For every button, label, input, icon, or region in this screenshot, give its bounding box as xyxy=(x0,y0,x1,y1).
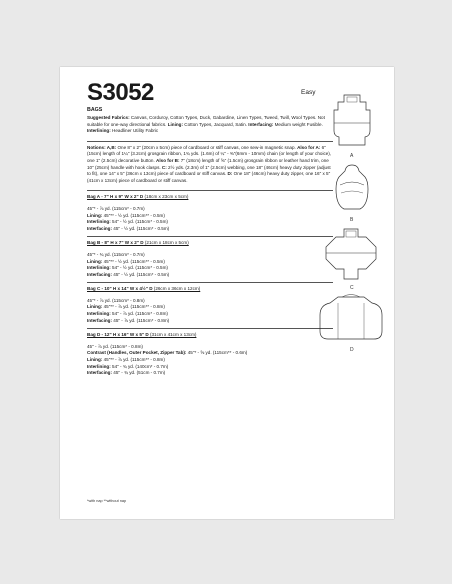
yardage-value: 45" - ½ yd. (115cm* - 0.5m) xyxy=(112,271,170,277)
divider xyxy=(87,236,333,237)
yardage-value: 45"* - ⅝ yd. (115cm** - 0.6m) xyxy=(186,350,248,356)
bag-a-outline-icon xyxy=(330,93,374,149)
pattern-number: S3052 xyxy=(87,79,154,106)
notions-label: Notions: A,B: xyxy=(87,144,117,150)
section-title xyxy=(87,332,333,339)
yardage-label: Interlining: xyxy=(87,311,111,317)
yardage-value: 45"* - ¾ yd. (115cm* - 0.7m) xyxy=(87,251,145,257)
section-title-metric: (26cm x 36cm x 12cm) xyxy=(152,286,201,292)
yardage-label: Interlining: xyxy=(87,265,111,271)
yardage-value: 45"** - ½ yd. (115cm** - 0.5m) xyxy=(102,258,165,264)
notions-a-text: 6" (15cm) length of 1¼" (3.2cm) grosgrain ribbon, 1¾ yds. (1.6m) of ¼" - ⅜"(6mm - 10mm) chain (or length of your choice), one 1" (2.5cm) decorative button. xyxy=(87,144,332,163)
yardage-line xyxy=(87,364,333,371)
diagram-label-c: C xyxy=(350,285,354,291)
yardage-line xyxy=(87,298,333,305)
fabrics-interlining-text: Headliner Utility Fabric xyxy=(110,128,159,134)
yardage-label: Interfacing: xyxy=(87,317,113,323)
section-title-text: Bag B - 8" H x 7" W x 2" D xyxy=(87,240,144,246)
yardage-line xyxy=(87,219,333,226)
section-bag-c xyxy=(87,286,333,324)
notions-b-text: 7" (18cm) length of ⅝" (1.5cm) grosgrain ribbon or leather hand trim, one 10" (25cm) handle with hook clasps. xyxy=(87,157,329,170)
yardage-value: 54" - ½ yd. (115cm* - 0.5m) xyxy=(110,219,168,225)
yardage-line xyxy=(87,344,333,351)
yardage-line xyxy=(87,206,333,213)
yardage-value: 54" - ⅞ yd. (115cm* - 0.8m) xyxy=(110,311,168,317)
yardage-line xyxy=(87,357,333,364)
diagram-label-a: A xyxy=(350,153,354,159)
suggested-fabrics xyxy=(87,115,333,135)
section-title-metric: (21cm x 18cm x 5cm) xyxy=(143,240,189,246)
yardage-line xyxy=(87,350,333,357)
yardage-value: 45" - ¾ yd. (51cm - 0.7m) xyxy=(112,370,166,376)
yardage-line xyxy=(87,272,333,279)
fabrics-text: Canvas, Corduroy, Cotton Types, Duck, Gabardine, Linen Types, Tweed, Twill, Wool Types. Not suitable for one-way directional fabrics. xyxy=(87,115,325,127)
yardage-label: Contrast (Handles, Outer Pocket, Zipper Tab): xyxy=(87,350,187,356)
section-bag-d xyxy=(87,332,333,377)
bag-b-outline-icon xyxy=(332,163,372,213)
yardage-value: 45"** - ⅞ yd. (115cm** - 0.8m) xyxy=(102,304,165,310)
section-title-text: Bag A - 7" H x 9" W x 2" D xyxy=(87,194,144,200)
notions-text: One 8" x 2" (20cm x 5cm) piece of cardboard or stiff canvas, one sew-in magnetic snap. xyxy=(116,144,298,150)
yardage-label: Lining: xyxy=(87,258,103,264)
section-title-metric: (31cm x 41cm x 13cm) xyxy=(148,332,197,338)
yardage-lines xyxy=(87,206,333,232)
yardage-lines xyxy=(87,298,333,324)
notions xyxy=(87,145,333,185)
section-bag-b xyxy=(87,240,333,278)
fabrics-interfacing-text: Medium weight Fusible. xyxy=(273,121,323,127)
divider xyxy=(87,328,333,329)
yardage-label: Interfacing: xyxy=(87,225,113,231)
bag-d-outline-icon xyxy=(316,293,386,345)
bag-c-outline-icon xyxy=(322,227,380,283)
yardage-label: Interlining: xyxy=(87,219,111,225)
notions-d-label: D: xyxy=(227,171,233,177)
section-title xyxy=(87,240,333,247)
pattern-details xyxy=(87,115,333,381)
notions-a-label: Also for A: xyxy=(297,144,321,150)
yardage-value: 54" - ¾ yd. (140cm* - 0.7m) xyxy=(110,363,169,369)
yardage-label: Interfacing: xyxy=(87,271,113,277)
notions-b-label: Also for B: xyxy=(156,157,180,163)
section-title xyxy=(87,286,333,293)
section-title xyxy=(87,194,333,201)
yardage-value: 45" - ⅞ yd. (115cm* - 0.8m) xyxy=(112,317,170,323)
section-title-metric: (18cm x 23cm x 5cm) xyxy=(143,194,189,200)
diagram-label-b: B xyxy=(350,217,354,223)
fabrics-label: Suggested Fabrics: xyxy=(87,115,130,120)
section-bag-a xyxy=(87,194,333,232)
yardage-value: 45" - ½ yd. (115cm* - 0.5m) xyxy=(112,225,170,231)
yardage-line xyxy=(87,311,333,318)
bag-diagrams xyxy=(316,77,386,367)
yardage-label: Lining: xyxy=(87,304,103,310)
yardage-label: Lining: xyxy=(87,212,103,218)
fabrics-interlining-label: Interlining: xyxy=(87,128,111,134)
divider xyxy=(87,141,333,142)
yardage-value: 45" - ⅞ yd. (115cm* - 0.8m) xyxy=(87,343,143,349)
yardage-label: Interfacing: xyxy=(87,370,113,376)
yardage-value: 45"* - ⅞ yd. (115cm* - 0.7m) xyxy=(87,205,145,211)
difficulty-level: Easy xyxy=(301,89,316,96)
yardage-value: 45"** - ⅞ yd. (115cm** - 0.8m) xyxy=(102,357,165,363)
notions-d-text: One 18" (46cm) heavy duty zipper, one 16" x 5" (41cm x 13cm) piece of cardboard or stiff canvas. xyxy=(87,171,331,183)
section-title-text: Bag C - 10" H x 14" W x 4½" D xyxy=(87,286,153,292)
diagram-label-d: D xyxy=(350,347,354,353)
yardage-line xyxy=(87,304,333,311)
footnote: *with nap **without nap xyxy=(87,499,127,503)
yardage-value: 54" - ½ yd. (115cm* - 0.5m) xyxy=(110,265,168,271)
yardage-line xyxy=(87,252,333,259)
yardage-label: Lining: xyxy=(87,357,103,363)
notions-c-label: C: xyxy=(161,164,167,170)
yardage-lines xyxy=(87,252,333,278)
yardage-line xyxy=(87,318,333,325)
notions-c-text: 2½ yds. (2.3m) of 1" (2.5cm) webbing, one 18" (46cm) heavy duty zipper (adjust to fit), one 14" x 5" (36cm x 13cm) piece of cardboard or stiff canvas. xyxy=(87,164,331,177)
yardage-label: Interlining: xyxy=(87,363,111,369)
category-heading: BAGS xyxy=(87,107,103,113)
fabrics-lining-text: Cotton Types, Jacquard, Satin. xyxy=(183,121,249,127)
divider xyxy=(87,190,333,191)
fabrics-interfacing-label: Interfacing: xyxy=(248,121,274,127)
yardage-lines xyxy=(87,344,333,377)
yardage-value: 45"* - ⅞ yd. (115cm* - 0.8m) xyxy=(87,297,145,303)
yardage-line xyxy=(87,265,333,272)
yardage-line xyxy=(87,226,333,233)
yardage-value: 45"** - ½ yd. (115cm** - 0.5m) xyxy=(102,212,165,218)
fabrics-lining-label: Lining: xyxy=(167,121,183,127)
pattern-envelope-back xyxy=(60,67,394,519)
yardage-line xyxy=(87,370,333,377)
divider xyxy=(87,282,333,283)
section-title-text: Bag D - 12" H x 16" W x 5" D xyxy=(87,332,149,338)
